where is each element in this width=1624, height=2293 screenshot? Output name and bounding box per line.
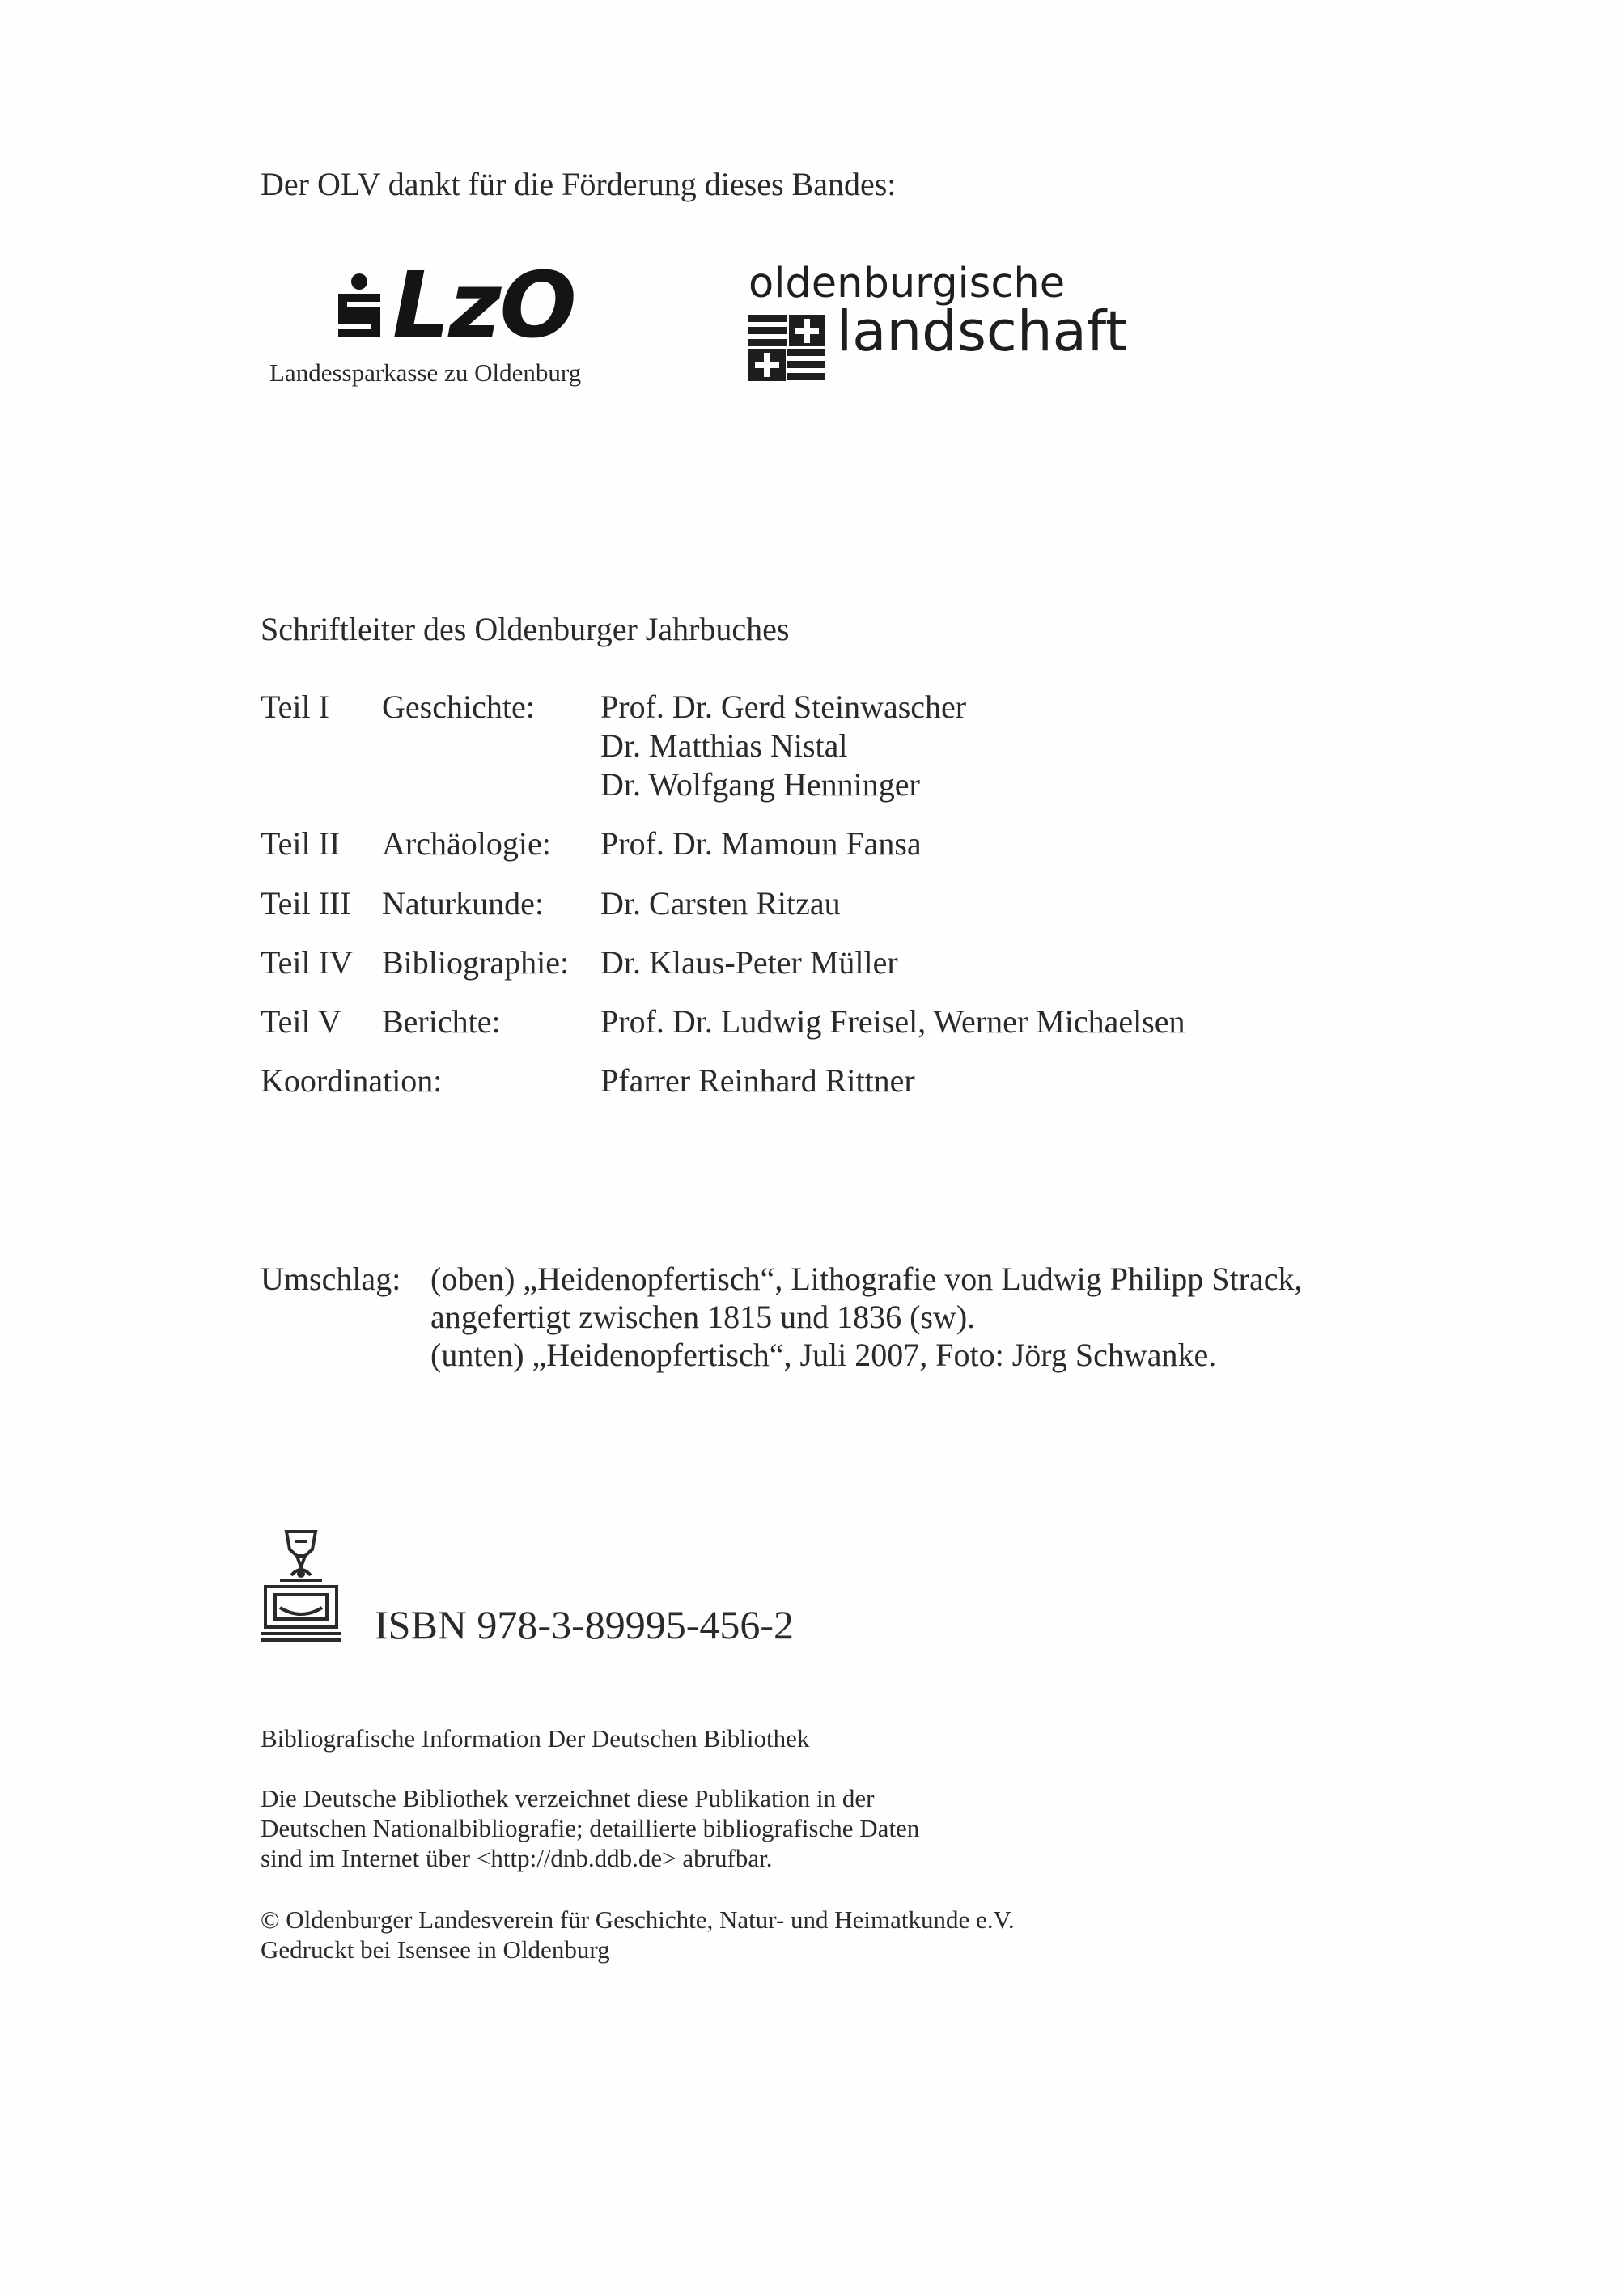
editor-part-4: Teil IV [261,944,353,981]
editor-name-4: Dr. Klaus-Peter Müller [600,944,898,981]
lzo-logo [269,253,593,391]
bibliographic-line-2: Deutschen Nationalbibliografie; detaillierte bibliografische Daten [261,1814,920,1842]
editor-name-2: Prof. Dr. Mamoun Fansa [600,825,922,862]
coordination-name: Pfarrer Reinhard Rittner [600,1062,915,1099]
bibliographic-line-1: Die Deutsche Bibliothek verzeichnet diese Publikation in der [261,1784,875,1812]
copyright-line: © Oldenburger Landesverein für Geschichte, Natur- und Heimatkunde e.V. [261,1905,1015,1934]
editor-subject-3: Naturkunde: [382,885,544,922]
editor-subject-5: Berichte: [382,1003,501,1040]
editors-heading: Schriftleiter des Oldenburger Jahrbuches [261,611,790,647]
cover-label: Umschlag: [261,1261,401,1297]
bibliographic-line-3: sind im Internet über <http://dnb.ddb.de> abrufbar. [261,1844,773,1872]
isbn: ISBN 978-3-89995-456-2 [375,1602,795,1647]
bibliographic-heading: Bibliografische Information Der Deutschen Bibliothek [261,1724,810,1753]
editor-name-1c: Dr. Wolfgang Henninger [600,766,920,803]
printer-line: Gedruckt bei Isensee in Oldenburg [261,1935,610,1964]
lzo-wordmark: LzO [392,253,575,358]
editor-name-1a: Prof. Dr. Gerd Steinwascher [600,689,967,725]
editor-name-1b: Dr. Matthias Nistal [600,727,848,764]
cover-line-3: (unten) „Heidenopfertisch“, Juli 2007, Foto: Jörg Schwanke. [430,1337,1217,1373]
ol-logo-line2: landschaft [837,299,1128,364]
editor-subject-2: Archäologie: [382,825,551,862]
editor-part-2: Teil II [261,825,341,862]
editor-part-1: Teil I [261,689,329,725]
editor-part-3: Teil III [261,885,351,922]
cover-line-1: (oben) „Heidenopfertisch“, Lithografie von Ludwig Philipp Strack, [430,1261,1303,1297]
sponsor-thanks: Der OLV dankt für die Förderung dieses Bandes: [261,166,897,202]
editor-subject-1: Geschichte: [382,689,535,725]
landschaft-emblem-icon [748,313,825,381]
editor-part-5: Teil V [261,1003,341,1040]
sparkasse-s-icon [336,273,383,345]
coordination-label: Koordination: [261,1062,443,1099]
editor-subject-4: Bibliographie: [382,944,570,981]
ol-logo-line1: oldenburgische [748,260,1066,307]
oldenburgische-landschaft-logo [748,260,1128,390]
cover-line-2: angefertigt zwischen 1815 und 1836 (sw). [430,1299,976,1335]
lzo-subtitle: Landessparkasse zu Oldenburg [269,358,582,387]
editor-name-5: Prof. Dr. Ludwig Freisel, Werner Michaelsen [600,1003,1185,1040]
publisher-emblem-icon [261,1527,341,1642]
editor-name-3: Dr. Carsten Ritzau [600,885,841,922]
